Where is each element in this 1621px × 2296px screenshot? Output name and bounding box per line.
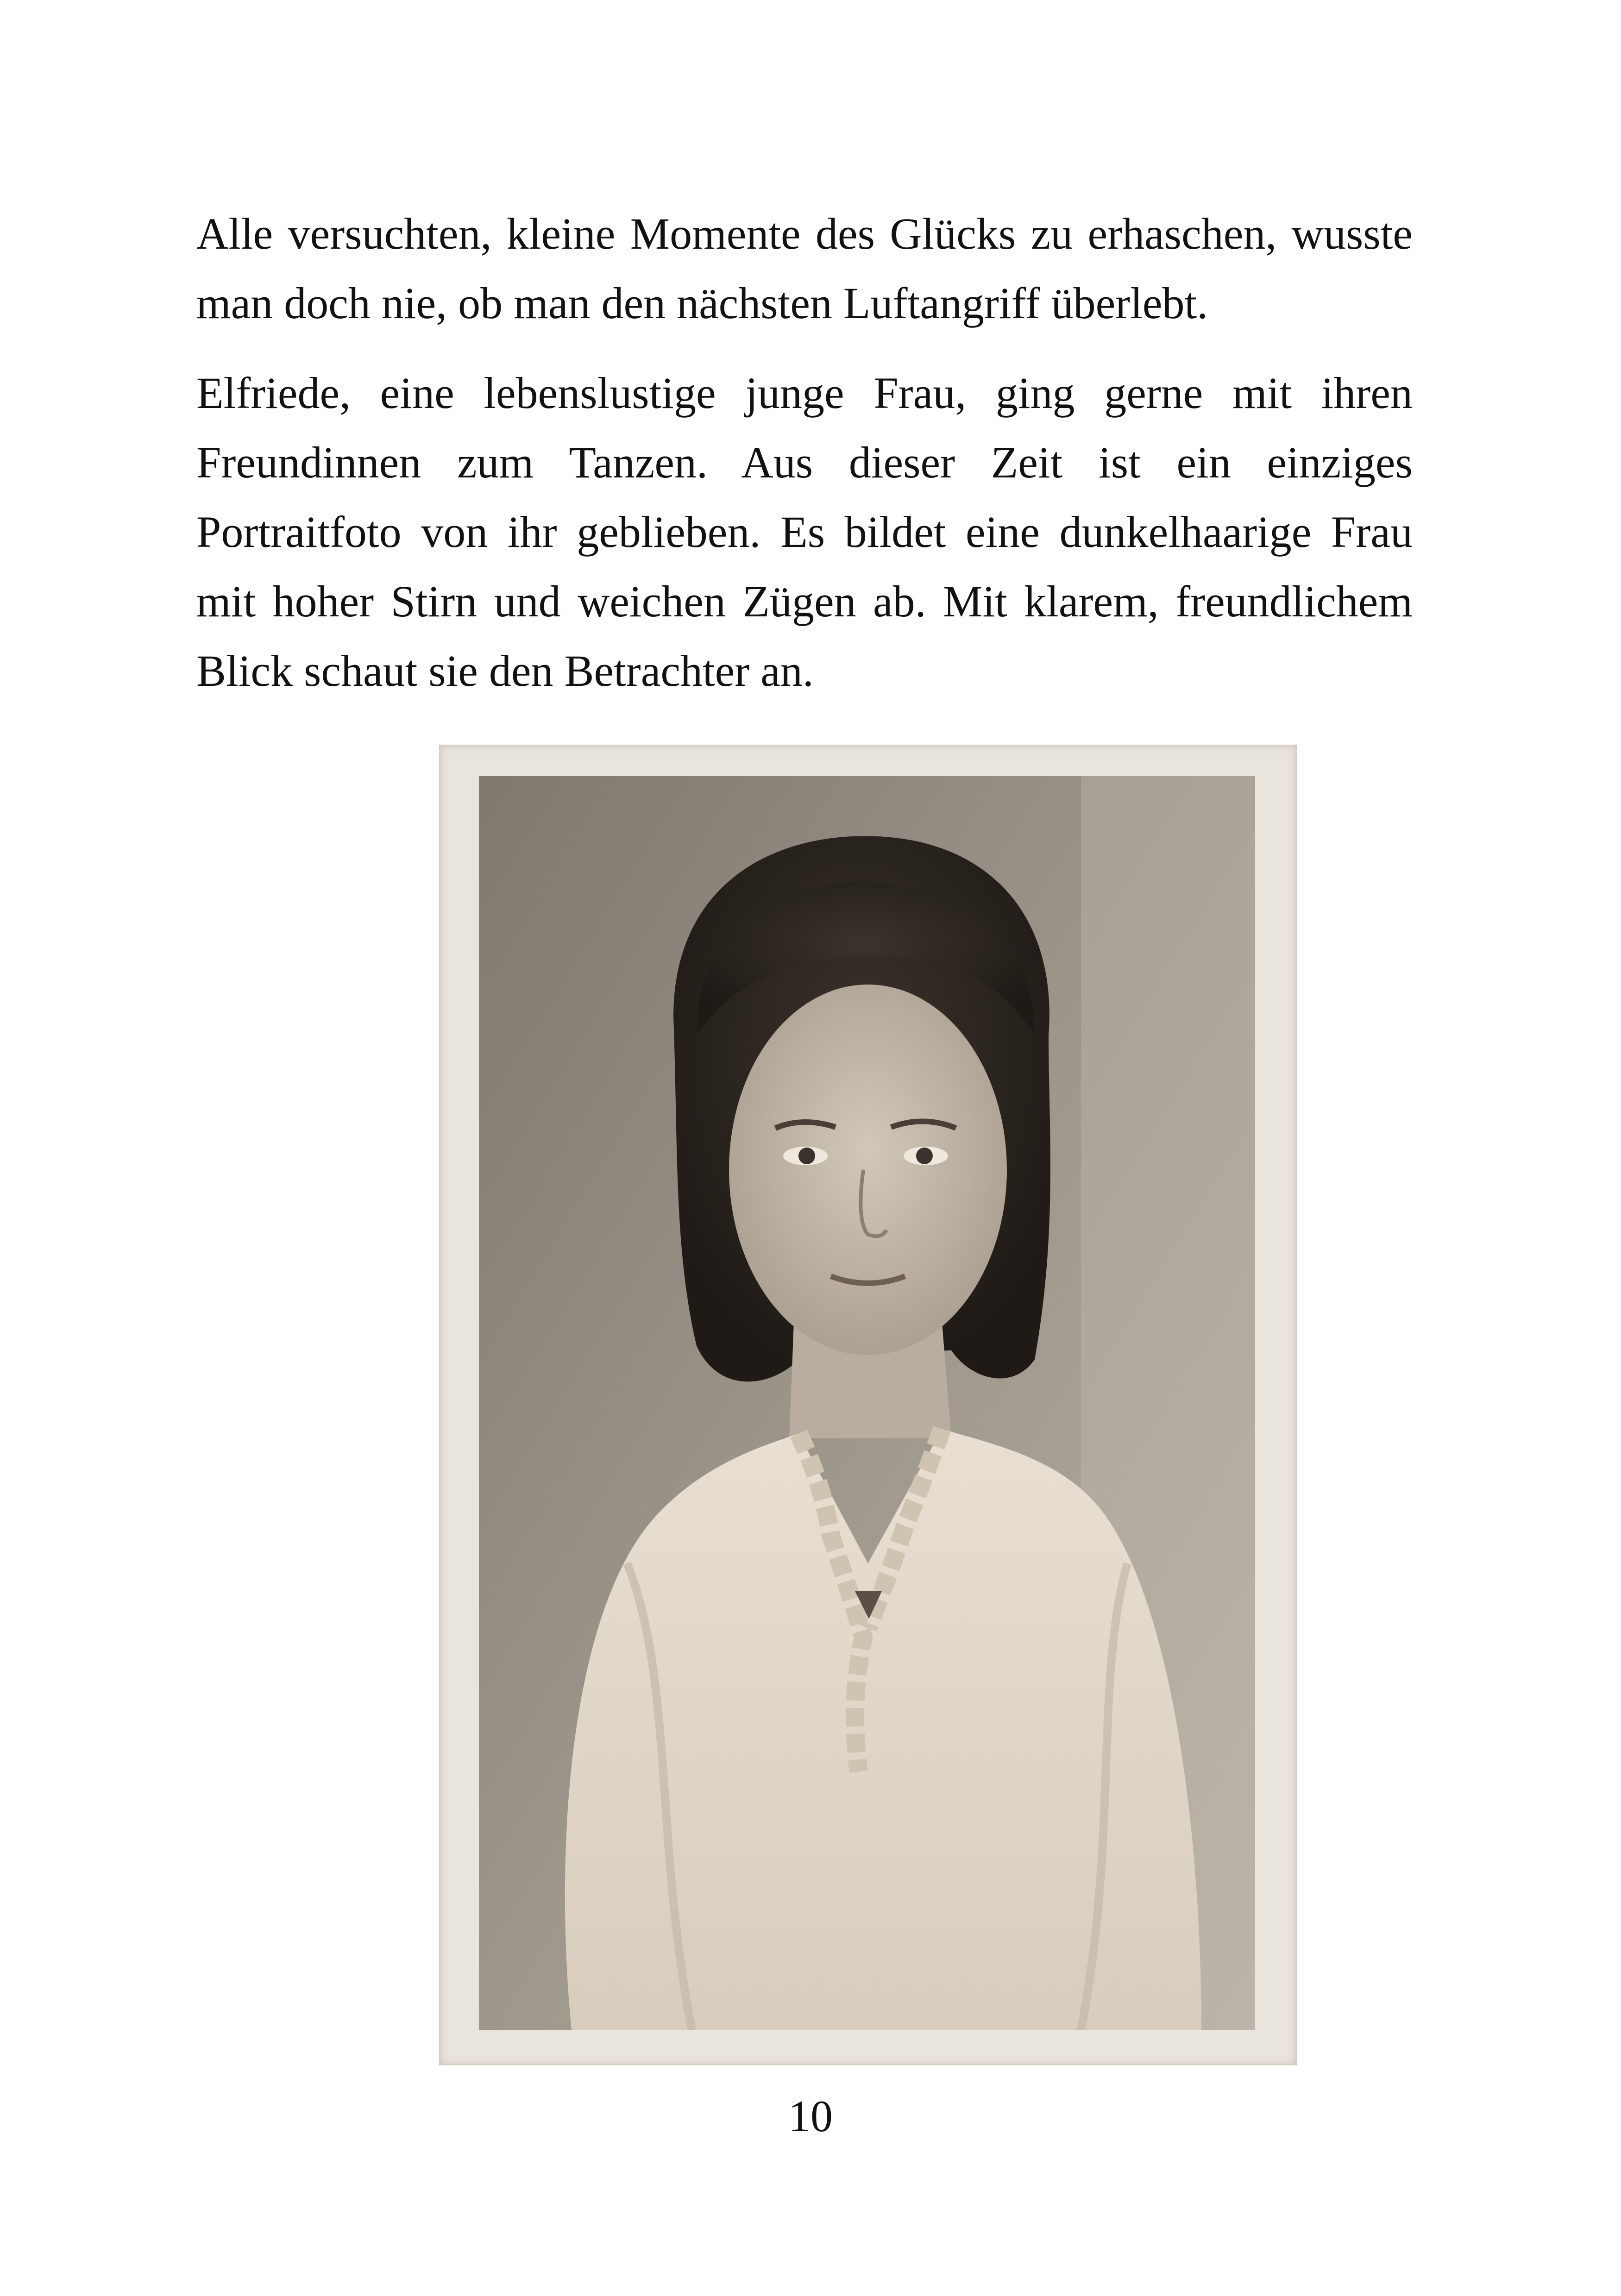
portrait-photo [479, 776, 1255, 2030]
paragraph-1: Alle versuchten, kleine Momente des Glücks zu erhaschen, wusste man doch nie, ob man den nächsten Luftangriff überlebt. [196, 209, 1413, 328]
page-number: 10 [788, 2091, 833, 2141]
portrait-illustration [479, 776, 1255, 2030]
body-text [196, 199, 1413, 726]
photo-mount [439, 745, 1297, 2065]
paragraph-2: Elfriede, eine lebenslustige junge Frau, ging gerne mit ihren Freundinnen zum Tanzen. Aus dieser Zeit ist ein einziges Portraitfoto von ihr geblieben. Es bildet eine dunkelhaarige Frau mit hoher Stirn und weichen Zügen ab. Mit klarem, freundlichem Blick schaut sie den Betrachter an. [196, 368, 1413, 696]
